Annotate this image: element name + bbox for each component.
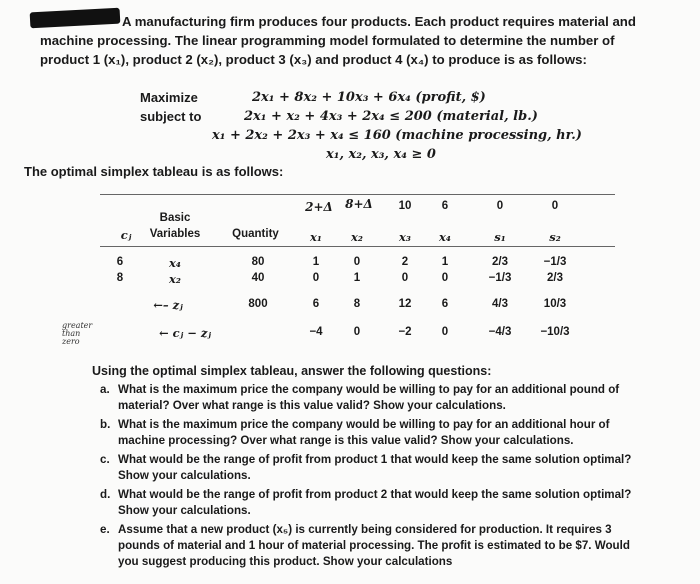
cjzj-x2: 0 (353, 326, 361, 338)
variables-label: Variables (149, 228, 201, 240)
row1-x4: 1 (441, 256, 449, 268)
question-text: What is the maximum price the company would be willing to pay for an additional pound of material? Over what range is this value valid? Show your calculations. (118, 383, 620, 412)
zj-arrow-icon: ←– (153, 298, 173, 312)
cj-s1: 0 (496, 200, 504, 212)
tableau-heading: The optimal simplex tableau is as follows: (24, 164, 284, 179)
row2-x4: 0 (441, 272, 449, 284)
cjzj-s1: −4/3 (488, 326, 512, 338)
zj-x2: 8 (353, 298, 361, 310)
row1-s1: 2/3 (492, 256, 508, 268)
question-text: What would be the range of profit from product 1 that would keep the same solution optimal? Show your calculations. (118, 453, 632, 482)
question-e (100, 522, 650, 570)
question-letter: b. (100, 418, 111, 431)
header-x3: x₃ (399, 230, 411, 244)
question-c (100, 452, 650, 484)
zj-s2: 10/3 (543, 298, 567, 310)
row2-qty: 40 (251, 272, 265, 284)
cjzj-s2: −10/3 (540, 326, 570, 338)
subject-to-label: subject to (140, 109, 202, 124)
row2-x1: 0 (312, 272, 320, 284)
cjzj-x4: 0 (441, 326, 449, 338)
cj-x1: 2+Δ (305, 200, 333, 214)
row1-x2: 0 (353, 256, 361, 268)
tableau-header-rule (100, 246, 615, 247)
material-constraint: 2x₁ + x₂ + 4x₃ + 2x₄ ≤ 200 (material, lb.) (244, 109, 538, 124)
header-s1: s₁ (494, 230, 506, 244)
cjzj-x1: −4 (309, 326, 323, 338)
basic-label: Basic (159, 212, 191, 224)
cjzj-x3: −2 (398, 326, 412, 338)
question-text: Assume that a new product (x₅) is currently being considered for production. It requires 3 pounds of material and 1 hour of material processing. The profit is estimated to be $7. Would you suggest producing this product. Show your calculations (118, 523, 630, 568)
header-x2: x₂ (351, 230, 363, 244)
question-b (100, 417, 650, 449)
objective-function: 2x₁ + 8x₂ + 10x₃ + 6x₄ (profit, $) (252, 90, 486, 105)
row1-x1: 1 (312, 256, 320, 268)
row1-s2: −1/3 (543, 256, 567, 268)
intro-line-3: product 1 (x₁), product 2 (x₂), product 3 (x₃) and product 4 (x₄) to produce is as follows: (40, 52, 587, 67)
zj-qty: 800 (248, 298, 268, 310)
tableau-top-rule (100, 194, 615, 195)
problem-statement (40, 12, 670, 69)
lp-model (140, 88, 660, 164)
cj-label: cⱼ (120, 228, 132, 242)
zj-x4: 6 (441, 298, 449, 310)
question-letter: e. (100, 523, 110, 536)
cjzj-label-text: cⱼ − zⱼ (172, 326, 212, 340)
zj-label-text: zⱼ (172, 298, 183, 312)
row1-basic: x₄ (169, 256, 181, 270)
zj-label (148, 298, 188, 312)
nonnegativity-constraint: x₁, x₂, x₃, x₄ ≥ 0 (326, 147, 436, 162)
row2-cb: 8 (116, 272, 124, 284)
question-letter: d. (100, 488, 111, 501)
header-x1: x₁ (310, 230, 322, 244)
cjzj-arrow-icon: ← (158, 326, 173, 340)
header-x4: x₄ (439, 230, 451, 244)
row2-x2: 1 (353, 272, 361, 284)
machine-constraint: x₁ + 2x₂ + 2x₃ + x₄ ≤ 160 (machine processing, hr.) (212, 128, 582, 143)
quantity-label: Quantity (232, 228, 279, 240)
question-letter: a. (100, 383, 110, 396)
cj-zj-label (150, 326, 220, 340)
zj-s1: 4/3 (492, 298, 508, 310)
header-s2: s₂ (549, 230, 561, 244)
row2-s1: −1/3 (488, 272, 512, 284)
question-list (100, 382, 650, 573)
cj-x4: 6 (441, 200, 449, 212)
row2-x3: 0 (401, 272, 409, 284)
row2-s2: 2/3 (547, 272, 563, 284)
intro-line-1: A manufacturing firm produces four products. Each product requires material and (122, 14, 636, 29)
row1-x3: 2 (401, 256, 409, 268)
question-text: What is the maximum price the company would be willing to pay for an additional hour of machine processing? Over what range is this value valid? Show your calculations. (118, 418, 610, 447)
question-text: What would be the range of profit from product 2 that would keep the same solution optimal? Show your calculations. (118, 488, 632, 517)
row2-basic: x₂ (169, 272, 181, 286)
intro-line-2: machine processing. The linear programming model formulated to determine the number of (40, 33, 615, 48)
question-letter: c. (100, 453, 110, 466)
question-a (100, 382, 650, 414)
zj-x1: 6 (312, 298, 320, 310)
handwritten-note: greater than zero (62, 321, 93, 346)
question-d (100, 487, 650, 519)
zj-x3: 12 (398, 298, 412, 310)
row1-cb: 6 (116, 256, 124, 268)
cj-x2: 8+Δ (345, 197, 373, 211)
questions-heading: Using the optimal simplex tableau, answer the following questions: (92, 364, 492, 378)
cj-s2: 0 (551, 200, 559, 212)
row1-qty: 80 (251, 256, 265, 268)
maximize-label: Maximize (140, 90, 198, 105)
cj-x3: 10 (398, 200, 412, 212)
